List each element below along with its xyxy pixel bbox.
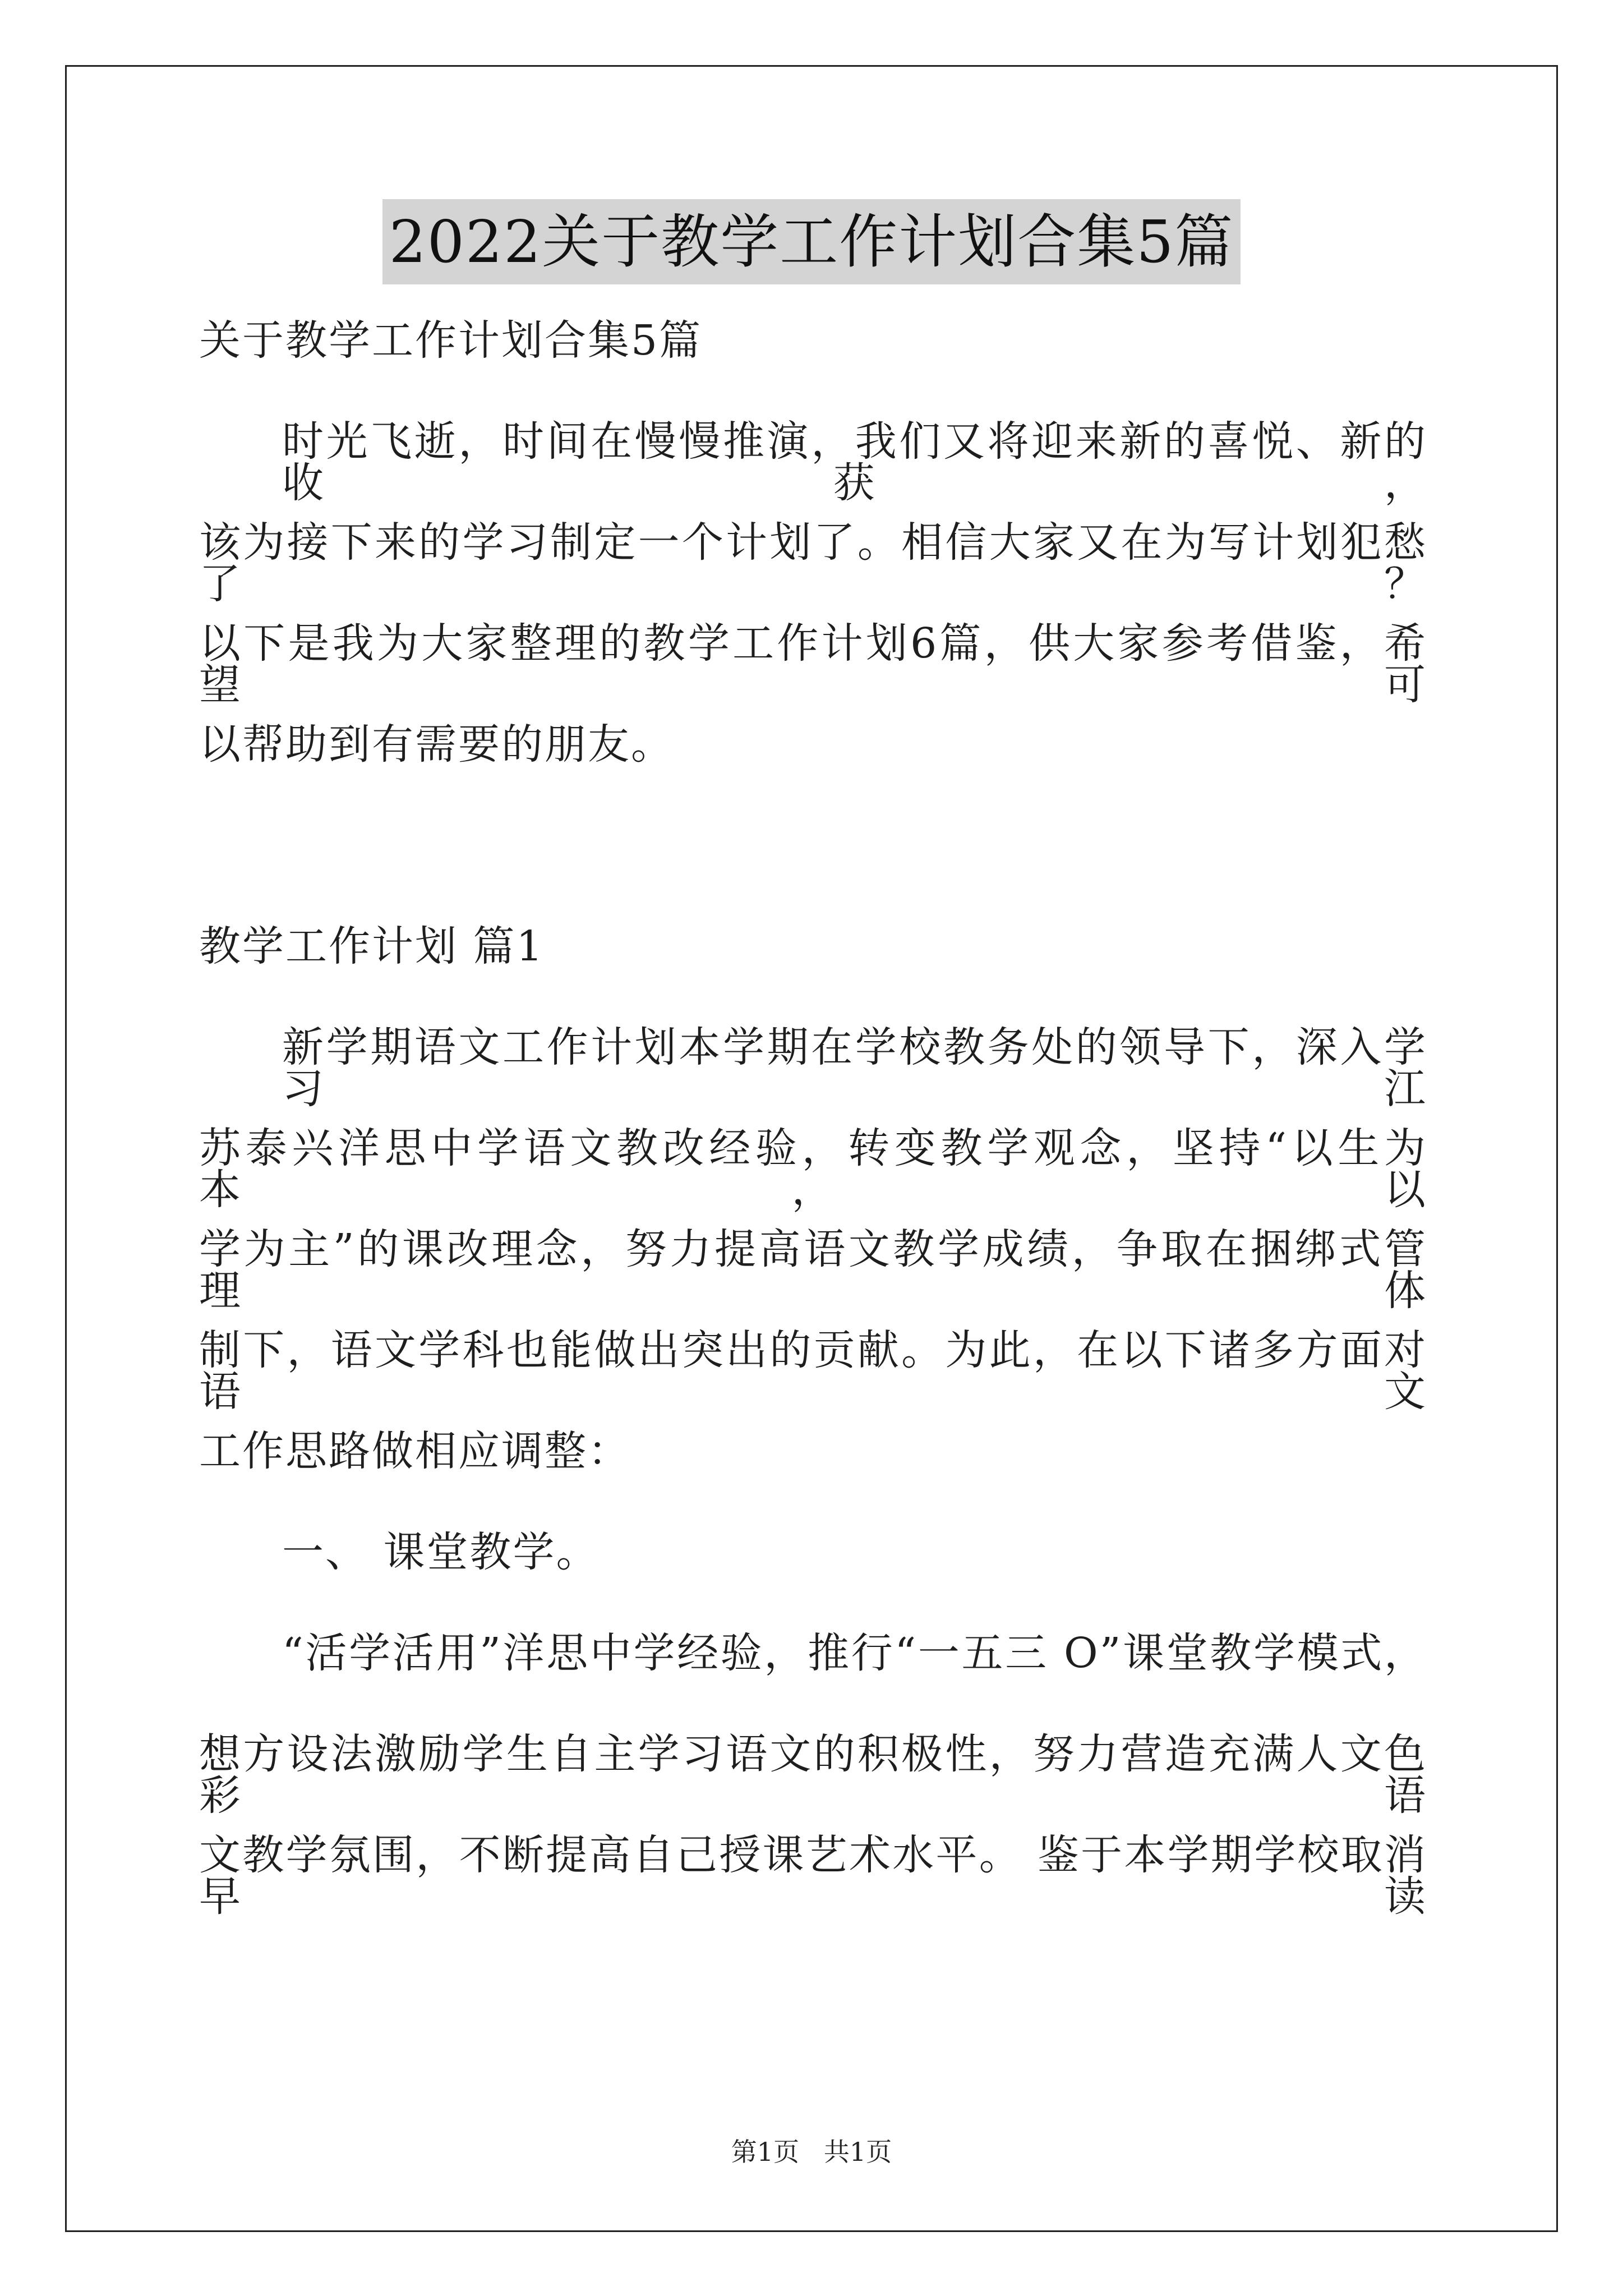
item-line-3: 文教学氛围，不断提高自己授课艺术水平。 鉴于本学期学校取消早读 [199,1831,1427,1921]
intro-line-3: 以下是我为大家整理的教学工作计划6篇，供大家参考借鉴，希望可 [199,619,1427,709]
intro-line-2: 该为接下来的学习制定一个计划了。相信大家又在为写计划犯愁了？ [199,518,1427,608]
document-title: 2022关于教学工作计划合集5篇 [382,199,1241,284]
section-line-2: 苏泰兴洋思中学语文教改经验，转变教学观念，坚持“以生为本，以 [199,1124,1427,1214]
title-container [0,199,1623,284]
subtitle: 关于教学工作计划合集5篇 [199,316,703,365]
item-heading: 一、 课堂教学。 [282,1528,600,1576]
section-line-1: 新学期语文工作计划本学期在学校教务处的领导下，深入学习江 [282,1023,1427,1113]
intro-line-4: 以帮助到有需要的朋友。 [199,720,674,769]
section-line-3: 学为主”的课改理念，努力提高语文教学成绩，争取在捆绑式管理体 [199,1225,1427,1315]
intro-line-1: 时光飞逝，时间在慢慢推演，我们又将迎来新的喜悦、新的收获， [282,417,1427,507]
page-footer: 第1页 共1页 [731,2137,892,2167]
item-line-2: 想方设法激励学生自主学习语文的积极性，努力营造充满人文色彩语 [199,1730,1427,1820]
section-heading: 教学工作计划 篇1 [199,922,545,970]
section-line-4: 制下，语文学科也能做出突出的贡献。为此，在以下诸多方面对语文 [199,1326,1427,1416]
item-line-1: “活学活用”洋思中学经验，推行“一五三 O”课堂教学模式， [282,1629,1427,1677]
section-line-5: 工作思路做相应调整： [199,1427,631,1475]
